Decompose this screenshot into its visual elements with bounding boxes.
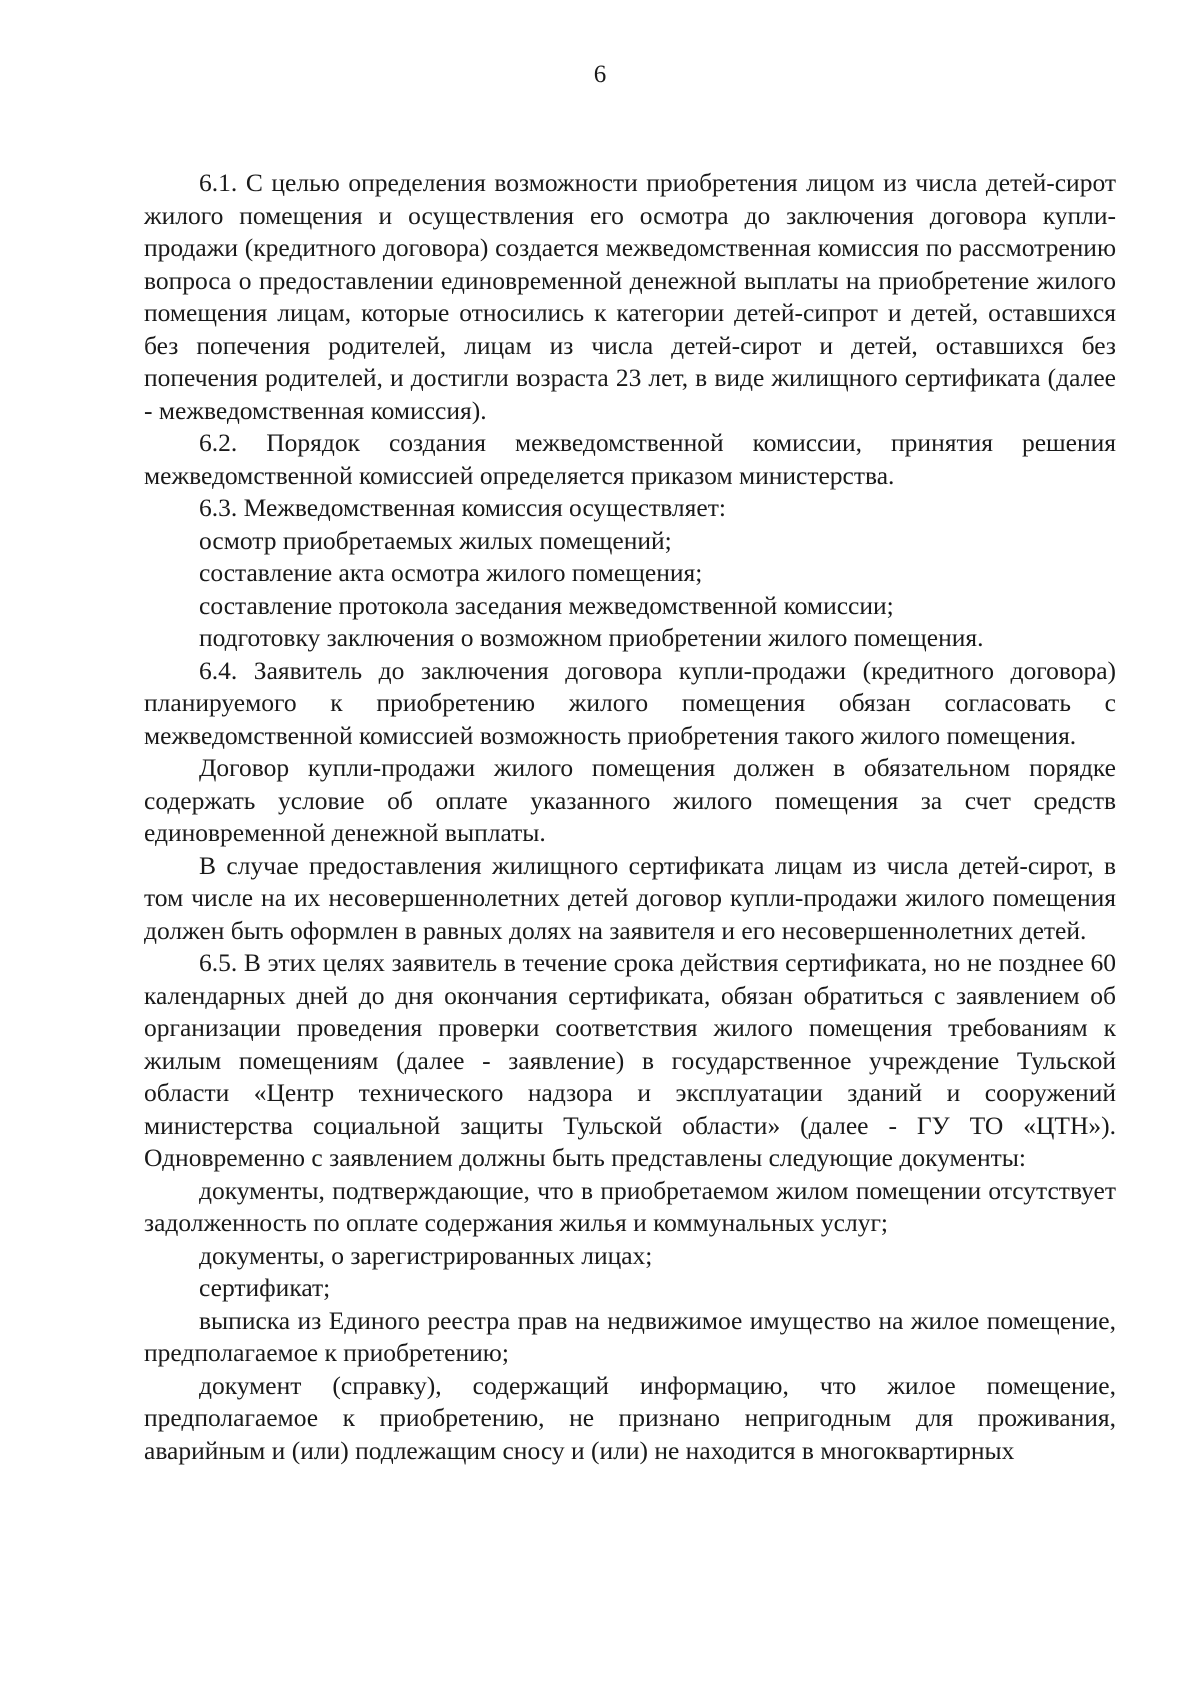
list-item-inspection-act: составление акта осмотра жилого помещения; xyxy=(199,558,703,587)
list-item-registered-persons: документы, о зарегистрированных лицах; xyxy=(199,1240,653,1270)
paragraph-6-4: 6.4. Заявитель до заключения договора купли-продажи (кредитного договора) планируемого к приобретению жилого помещения обязан согласовать с межведомственной комиссией возможность приобретения такого жилого помещения. xyxy=(144,655,1116,750)
list-item-inspection: осмотр приобретаемых жилых помещений; xyxy=(199,525,672,555)
paragraph-6-1: 6.1. С целью определения возможности приобретения лицом из числа детей-сирот жилого помещения и осуществления его осмотра до заключения договора купли-продажи (кредитного договора) создается межведомственная комиссия по рассмотрению вопроса о предоставлении единовременной денежной выплаты на приобретение жилого помещения лицам, которые относились к категории детей-сипрот и детей, оставшихся без попечения родителей, лицам из числа детей-сирот и детей, оставшихся без попечения родителей, и достигли возраста 23 лет, в виде жилищного сертификата (далее - межведомственная комиссия). xyxy=(144,168,1116,425)
paragraph-contract-terms: Договор купли-продажи жилого помещения должен в обязательном порядке содержать условие об оплате указанного жилого помещения за счет средств единовременной денежной выплаты. xyxy=(144,753,1116,847)
list-item-suitability-certificate: документ (справку), содержащий информацию, что жилое помещение, предполагаемое к приобретению, не признано непригодным для проживания, аварийным и (или) подлежащим сносу и (или) не находится в многоквартирных xyxy=(144,1370,1116,1465)
document-body xyxy=(144,167,1116,1467)
page-number: 6 xyxy=(593,61,607,88)
paragraph-6-2: 6.2. Порядок создания межведомственной комиссии, принятия решения межведомственной комиссией определяется приказом министерства. xyxy=(144,428,1116,490)
paragraph-equal-shares: В случае предоставления жилищного сертификата лицам из числа детей-сирот, в том числе на их несовершеннолетних детей договор купли-продажи жилого помещения должен быть оформлен в равных долях на заявителя и его несовершеннолетних детей. xyxy=(144,850,1116,945)
list-item-certificate: сертификат; xyxy=(199,1273,331,1302)
list-item-registry-extract: выписка из Единого реестра прав на недвижимое имущество на жилое помещение, предполагаемое к приобретению; xyxy=(144,1305,1116,1367)
list-item-no-debt-documents: документы, подтверждающие, что в приобретаемом жилом помещении отсутствует задолженность по оплате содержания жилья и коммунальных услуг; xyxy=(144,1175,1116,1237)
paragraph-6-3: 6.3. Межведомственная комиссия осуществляет: xyxy=(199,493,726,522)
paragraph-6-5: 6.5. В этих целях заявитель в течение срока действия сертификата, но не позднее 60 календарных дней до дня окончания сертификата, обязан обратиться с заявлением об организации проведения проверки соответствия жилого помещения требованиям к жилым помещениям (далее - заявление) в государственное учреждение Тульской области «Центр технического надзора и эксплуатации зданий и сооружений министерства социальной защиты Тульской области» (далее - ГУ ТО «ЦТН»). Одновременно с заявлением должны быть представлены следующие документы: xyxy=(144,948,1116,1172)
list-item-conclusion: подготовку заключения о возможном приобретении жилого помещения. xyxy=(199,623,984,652)
list-item-meeting-protocol: составление протокола заседания межведомственной комиссии; xyxy=(199,590,894,620)
